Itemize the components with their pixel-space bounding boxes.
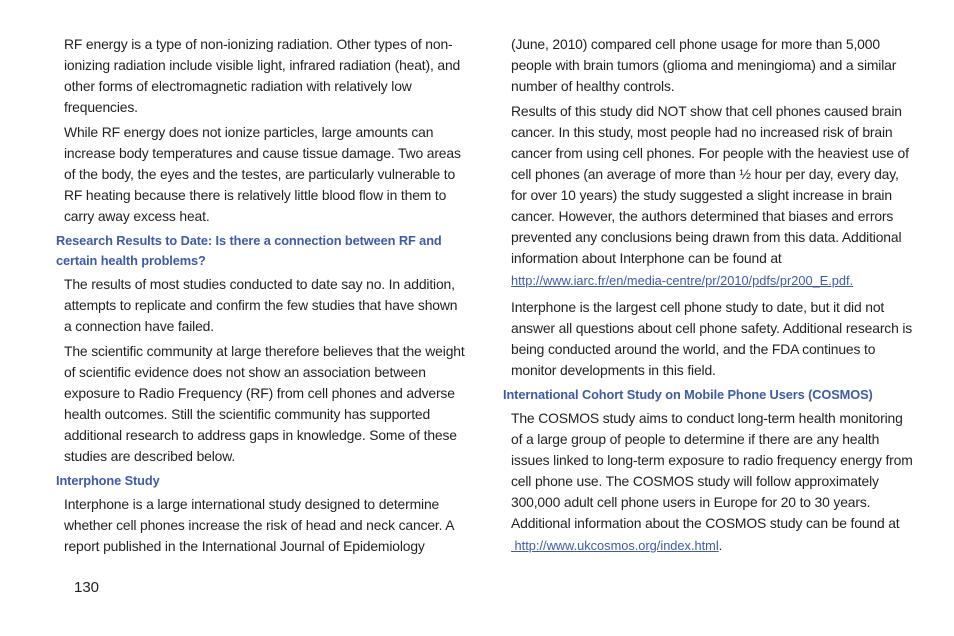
cosmos-link-line [511, 536, 915, 556]
interphone-study-heading: Interphone Study [56, 473, 160, 488]
interphone-continued-paragraph: (June, 2010) compared cell phone usage for more than 5,000 people with brain tumors (glioma and meningioma) and a similar number of healthy controls. [511, 36, 897, 94]
right-column [503, 34, 915, 562]
interphone-summary-paragraph: Interphone is the largest cell phone study to date, but it did not answer all questions about cell phone safety. Additional research is being conducted around the world, and the FDA continues to monitor developments in this field. [511, 299, 913, 378]
research-results-heading: Research Results to Date: Is there a connection between RF and certain health problems? [56, 233, 442, 268]
cosmos-heading: International Cohort Study on Mobile Phone Users (COSMOS) [503, 387, 873, 402]
interphone-results-paragraph: Results of this study did NOT show that cell phones caused brain cancer. In this study, most people had no increased risk of brain cancer from using cell phones. For people with the heaviest use of cell phones (an average of more than ½ hour per day, every day, for over 10 years) the study suggested a slight increase in brain cancer. However, the authors determined that biases and errors prevented any conclusions being drawn from this data. Additional information about Interphone can be found at [511, 103, 909, 266]
cosmos-paragraph: The COSMOS study aims to conduct long-term health monitoring of a large group of people to determine if there are any health issues linked to long-term exposure to radio frequency energy from cell phone use. The COSMOS study will follow approximately 300,000 adult cell phone users in Europe for 20 to 30 years. Additional information about the COSMOS study can be found at [511, 410, 913, 531]
interphone-intro-paragraph: Interphone is a large international study designed to determine whether cell phones increase the risk of head and neck cancer. A report published in the International Journal of Epidemiology [64, 496, 454, 554]
interphone-link[interactable]: http://www.iarc.fr/en/media-centre/pr/2010/pdfs/pr200_E.pdf. [511, 273, 854, 288]
interphone-link-line [511, 271, 915, 291]
scientific-community-paragraph: The scientific community at large therefore believes that the weight of scientific evidence does not show an association between exposure to Radio Frequency (RF) from cell phones and adverse health outcomes. Still the scientific community has supported additional research to address gaps in knowledge. Some of these studies are described below. [64, 343, 465, 464]
left-column [56, 34, 466, 561]
rf-nonionizing-paragraph: RF energy is a type of non-ionizing radiation. Other types of non-ionizing radiation include visible light, infrared radiation (heat), and other forms of electromagnetic radiation with relatively low frequencies. [64, 36, 461, 115]
study-results-paragraph: The results of most studies conducted to date say no. In addition, attempts to replicate and confirm the few studies that have shown a connection have failed. [64, 276, 458, 334]
page-number: 130 [74, 579, 100, 596]
rf-heating-paragraph: While RF energy does not ionize particles, large amounts can increase body temperatures and cause tissue damage. Two areas of the body, the eyes and the testes, are particularly vulnerable to RF heating because there is relatively little blood flow in them to carry away excess heat. [64, 124, 461, 224]
cosmos-link[interactable]: http://www.ukcosmos.org/index.html [511, 538, 719, 553]
cosmos-link-period: . [718, 538, 723, 553]
